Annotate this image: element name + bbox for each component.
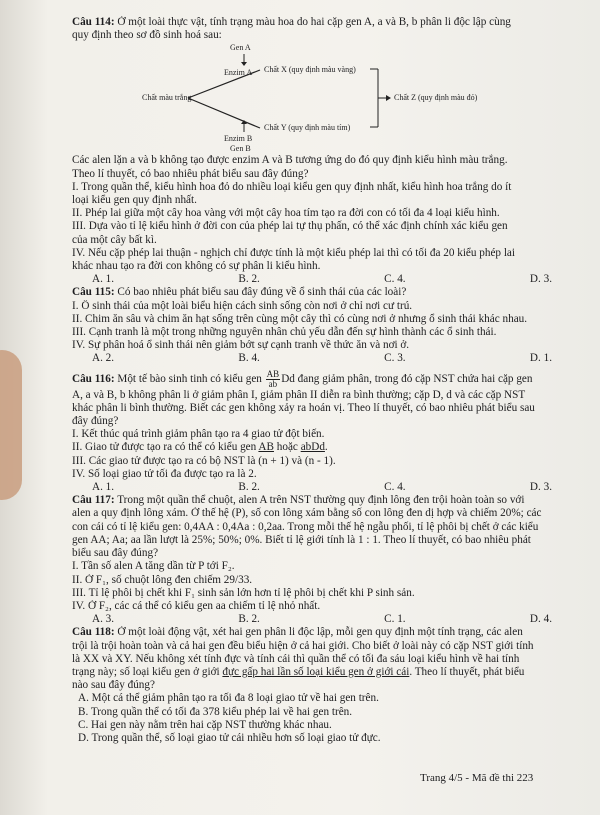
substance-z-label: Chất Z (quy định màu đỏ) [394, 93, 478, 103]
question-stem: Ở một loài thực vật, tính trạng màu hoa do hai cặp gen A, a và B, b phân li độc lập cùng [114, 16, 511, 28]
gene-a-label: Gen A [230, 43, 251, 53]
question-stem-cont: Dd đang giảm phân, trong đó cặp NST chứa hai cặp gen [281, 372, 533, 385]
q118-line: nào sau đây đúng? [72, 679, 155, 692]
statement-text: . [324, 441, 328, 454]
answer-option: B. 2. [238, 613, 260, 626]
q116-line: IV. Số loại giao tử tối đa được tạo ra là 2. [72, 467, 257, 480]
question-114 [72, 16, 582, 286]
q114-answers [72, 273, 582, 286]
q117-line: IV. Ở F₂, các cá thể có kiểu gen aa chiếm tỉ lệ nhỏ nhất. [72, 599, 321, 612]
statement-text: . Theo lí thuyết, phát biểu [409, 665, 525, 678]
q116-line: đây đúng? [72, 415, 119, 428]
q118-option: B. Trong quần thể có tối đa 378 kiểu phép lai về hai gen trên. [78, 705, 353, 718]
q114-line: loại kiểu gen quy định nhất. [72, 194, 197, 207]
question-stem: Ở một loài động vật, xét hai gen phân li độc lập, mỗi gen quy định một tính trạng, các alen [114, 626, 523, 639]
question-116 [72, 370, 582, 495]
gene-b-label: Gen B [230, 144, 251, 154]
underlined-genotype: AB [258, 441, 274, 454]
question-stem: Có bao nhiêu phát biểu sau đây đúng về ổ sinh thái của các loài? [114, 286, 407, 299]
q118-option: C. Hai gen này nằm trên hai cặp NST thường khác nhau. [78, 718, 332, 731]
page-footer: Trang 4/5 - Mã đề thi 223 [420, 772, 534, 784]
q116-answers [72, 481, 582, 494]
q118-line: trội là trội hoàn toàn và cả hai gen đều biểu hiện ở cả hai giới. Cho biết ở loài này có cặp NST giới tính [72, 639, 534, 652]
q114-line: Theo lí thuyết, có bao nhiêu phát biểu sau đây đúng? [72, 167, 309, 180]
question-stem-cont: quy định theo sơ đồ sinh hoá sau: [72, 29, 222, 42]
answer-option: D. 4. [529, 613, 552, 626]
question-stem: Một tế bào sinh tinh có kiểu gen [114, 372, 265, 385]
q116-line: khác phân li bình thường. Biết các gen không xảy ra hoán vị. Theo lí thuyết, có bao nhiêu phát biểu sau [72, 401, 535, 414]
page-content [72, 16, 582, 745]
answer-option: D. 3. [529, 273, 552, 286]
q115-line: I. Ổ sinh thái của một loài biểu hiện cách sinh sống còn nơi ở chỉ nơi cư trú. [72, 299, 413, 312]
question-number: Câu 114: [72, 16, 115, 28]
answer-option: C. 3. [384, 352, 406, 365]
q116-line: A, a và B, b không phân li ở giảm phân I, giảm phân II diễn ra bình thường; cặp D, d và các cặp NST [72, 388, 526, 401]
q117-line: II. Ở F₁, số chuột lông đen chiếm 29/33. [72, 573, 253, 586]
q118-line [72, 666, 582, 679]
underlined-phrase: đực gấp hai lần số loại kiểu gen ở giới cái [222, 665, 410, 678]
answer-option: B. 2. [238, 273, 260, 286]
q118-option: A. Một cá thể giảm phân tạo ra tối đa 8 loại giao tử về hai gen trên. [78, 692, 379, 705]
q117-answers [72, 613, 582, 626]
question-115 [72, 286, 582, 365]
q115-line: IV. Sự phân hoá ổ sinh thái nên giảm bớt sự cạnh tranh về thức ăn và nơi ở. [72, 339, 410, 352]
answer-option: D. 3. [529, 481, 552, 494]
answer-option: A. 1. [92, 273, 115, 286]
q116-line: I. Kết thúc quá trình giảm phân tạo ra 4 giao tử đột biến. [72, 428, 325, 441]
answer-option: C. 4. [384, 273, 406, 286]
enzyme-b-label: Enzim B [224, 134, 253, 144]
substance-x-label: Chất X (quy định màu vàng) [264, 65, 356, 75]
answer-option: A. 1. [92, 481, 115, 494]
white-substance-label: Chất màu trắng [142, 93, 192, 103]
question-number: Câu 118: [72, 626, 115, 639]
answer-option: C. 4. [384, 481, 406, 494]
question-stem: Trong một quần thể chuột, alen A trên NST thường quy định lông đen trội hoàn toàn so với [114, 494, 525, 507]
answer-option: A. 2. [92, 352, 115, 365]
q114-line: Các alen lặn a và b không tạo được enzim A và B tương ứng do đó quy định kiểu hình màu trắng. [72, 154, 508, 167]
answer-option: B. 4. [238, 352, 260, 365]
answer-option: D. 1. [529, 352, 552, 365]
q117-line: gen AA; Aa; aa lần lượt là 25%; 50%; 0%. Biết tỉ lệ giới tính là 1 : 1. Theo lí thuyết, có bao nhiêu phát [72, 533, 531, 546]
question-number: Câu 115: [72, 286, 115, 299]
q117-line: III. Tỉ lệ phôi bị chết khi F₁ sinh sản lớn hơn tỉ lệ phôi bị chết khi P sinh sản. [72, 586, 415, 599]
q117-line: con cái có tỉ lệ kiểu gen: 0,4AA : 0,4Aa : 0,2aa. Trong mỗi thế hệ ngẫu phối, tỉ lệ phôi bị chết ở các kiểu [72, 520, 539, 533]
underlined-genotype: abDd [300, 441, 325, 454]
q114-line: III. Dựa vào tỉ lệ kiểu hình ở đời con của phép lai tự thụ phấn, có thể xác định chính xác kiểu gen [72, 220, 508, 233]
q117-line: alen a quy định lông xám. Ở thế hệ (P), số con lông xám bằng số con lông đen dị hợp và chiếm 20%; các [72, 507, 542, 520]
substance-y-label: Chất Y (quy định màu tím) [264, 123, 351, 133]
q118-option: D. Trong quần thể, số loại giao tử cái nhiều hơn số loại giao tử đực. [78, 731, 381, 744]
answer-option: B. 2. [238, 481, 260, 494]
answer-option: C. 1. [384, 613, 406, 626]
statement-text: II. Giao tử được tạo ra có thể có kiểu gen [72, 441, 259, 454]
q114-line: của một cây bất kì. [72, 233, 157, 246]
question-number: Câu 117: [72, 494, 115, 507]
genotype-fraction [266, 370, 281, 389]
q117-line: biểu sau đây đúng? [72, 547, 159, 560]
enzyme-a-label: Enzim A [224, 68, 253, 78]
statement-text: trạng này; số loại kiểu gen ở giới [72, 665, 223, 678]
q114-line: khác nhau tạo ra đời con không có sự phân li kiểu hình. [72, 260, 321, 273]
fraction-denominator: ab [268, 378, 278, 389]
q114-line: II. Phép lai giữa một cây hoa vàng với một cây hoa tím tạo ra đời con có tối đa 4 loại kiểu hình. [72, 207, 500, 220]
q115-answers [72, 352, 582, 365]
fraction-numerator: AB [266, 369, 280, 379]
q115-line: II. Chim ăn sâu và chim ăn hạt sống trên cùng một cây thì có cùng nơi ở nhưng ổ sinh thái khác nhau. [72, 312, 528, 325]
biochemical-diagram [72, 42, 582, 154]
q117-line: I. Tần số alen A tăng dần từ P tới F₂. [72, 560, 235, 573]
q116-line: III. Các giao tử được tạo ra có bộ NST là (n + 1) và (n - 1). [72, 454, 336, 467]
q114-line: IV. Nếu cặp phép lai thuận - nghịch chỉ được tính là một kiểu phép lai thì có tối đa 20 kiểu phép lai [72, 246, 516, 259]
answer-option: A. 3. [92, 613, 115, 626]
q116-line [72, 441, 582, 454]
question-number: Câu 116: [72, 372, 115, 385]
question-118 [72, 626, 582, 745]
statement-text: hoặc [273, 441, 301, 454]
q115-line: III. Cạnh tranh là một trong những nguyên nhân chủ yếu dẫn đến sự hình thành các ổ sinh thái. [72, 326, 497, 339]
finger-shadow [0, 350, 22, 500]
question-117 [72, 494, 582, 626]
q118-line: là XX và XY. Nếu không xét tính đực và tính cái thì quần thể có tối đa sáu loại kiểu hình về hai tính [72, 652, 520, 665]
q114-line: I. Trong quần thể, kiểu hình hoa đỏ do nhiều loại kiểu gen quy định nhất, kiểu hình hoa trắng do ít [72, 180, 512, 193]
